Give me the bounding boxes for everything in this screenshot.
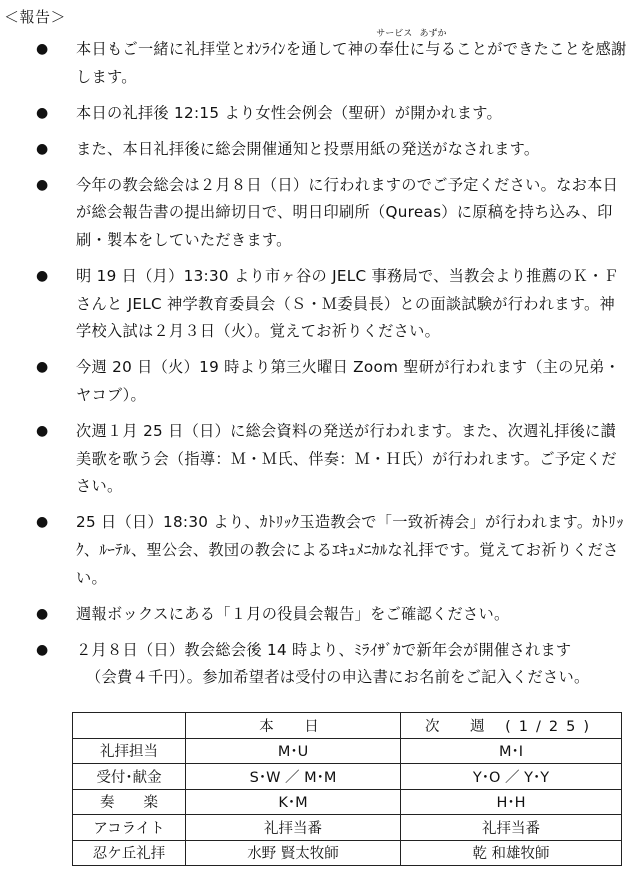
header-cell xyxy=(73,713,186,739)
report-text-continued: （会費４千円）。参加希望者は受付の申込書にお名前をご記入ください。 xyxy=(86,668,590,687)
cell-next-week: 乾 和雄牧師 xyxy=(401,840,622,866)
report-text-pre: 本日もご一緒に礼拝堂とｵﾝﾗｲﾝを通して神の xyxy=(76,40,379,58)
report-item: ● 週報ボックスにある「１月の役員会報告」をご確認ください。 xyxy=(0,601,642,629)
report-item: ● 25 日（日）18:30 より、ｶﾄﾘｯｸ玉造教会で「一致祈祷会」が行われます。ｶﾄﾘｯｸ、ﾙｰﾃﾙ、聖公会、教団の教会によるｴｷｭﾒﾆｶﾙな礼拝です。覚えてお祈りください。 xyxy=(0,509,642,592)
ruby-base: 与 xyxy=(425,40,441,58)
duty-table xyxy=(72,712,622,866)
ruby-reading: あずか xyxy=(419,29,447,39)
table-row xyxy=(73,815,622,841)
cell-next-week: H･H xyxy=(401,789,622,815)
row-label: 礼拝担当 xyxy=(73,738,186,764)
report-text-post: ることができたことを感謝します。 xyxy=(76,40,627,86)
report-item: ● 明 19 日（月）13:30 より市ヶ谷の JELC 事務局で、当教会より推薦のＫ・Ｆさんと JELC 神学教育委員会（Ｓ・Ｍ委員長）との面談試験が行われます。神学校入試は２月３日（火）。覚えてお祈りください。 xyxy=(0,263,642,346)
ruby-service xyxy=(376,29,413,64)
report-text-mid: に xyxy=(409,40,426,58)
cell-today: 水野 賢太牧師 xyxy=(186,840,401,866)
ruby-reading: サービス xyxy=(376,29,413,39)
table-row xyxy=(73,764,622,790)
cell-today: S･W ／ M･M xyxy=(186,764,401,790)
row-label: アコライト xyxy=(73,815,186,841)
header-cell-next-week: 次 週 (1/25) xyxy=(401,713,622,739)
report-item: ● 今年の教会総会は２月８日（日）に行われますのでご予定ください。なお本日が総会報告書の提出締切日で、明日印刷所（Qureas）に原稿を持ち込み、印刷・製本をしていただきます。 xyxy=(0,172,642,255)
row-label: 奏 楽 xyxy=(73,789,186,815)
report-item: ● 次週１月 25 日（日）に総会資料の発送が行われます。また、次週礼拝後に讃美歌を歌う会（指導：Ｍ・Ｍ氏、伴奏：Ｍ・Ｈ氏）が行われます。ご予定ください。 xyxy=(0,418,642,501)
report-item xyxy=(0,637,642,692)
ruby-azukaru xyxy=(419,29,447,64)
cell-today: M･U xyxy=(186,738,401,764)
cell-today: K･M xyxy=(186,789,401,815)
report-item: ● 今週 20 日（火）19 時より第三火曜日 Zoom 聖研が行われます（主の兄弟・ヤコブ）。 xyxy=(0,354,642,409)
cell-next-week: 礼拝当番 xyxy=(401,815,622,841)
cell-today: 礼拝当番 xyxy=(186,815,401,841)
header-cell-today: 本 日 xyxy=(186,713,401,739)
report-item: ● また、本日礼拝後に総会開催通知と投票用紙の発送がなされます。 xyxy=(0,136,642,164)
duty-table-header xyxy=(73,713,622,739)
table-row xyxy=(73,840,622,866)
report-text: ２月８日（日）教会総会後 14 時より、ﾐﾗｲｻﾞｶで新年会が開催されます xyxy=(76,640,572,659)
cell-next-week: M･I xyxy=(401,738,622,764)
report-item: ● 本日の礼拝後 12:15 より女性会例会（聖研）が開かれます。 xyxy=(0,100,642,128)
report-list xyxy=(0,29,642,700)
ruby-base: 奉仕 xyxy=(378,40,410,58)
row-label: 受付･献金 xyxy=(73,764,186,790)
row-label: 忍ケ丘礼拝 xyxy=(73,840,186,866)
cell-next-week: Y･O ／ Y･Y xyxy=(401,764,622,790)
report-item xyxy=(0,29,642,91)
section-heading: ＜報告＞ xyxy=(4,8,67,26)
table-row xyxy=(73,738,622,764)
table-row xyxy=(73,789,622,815)
